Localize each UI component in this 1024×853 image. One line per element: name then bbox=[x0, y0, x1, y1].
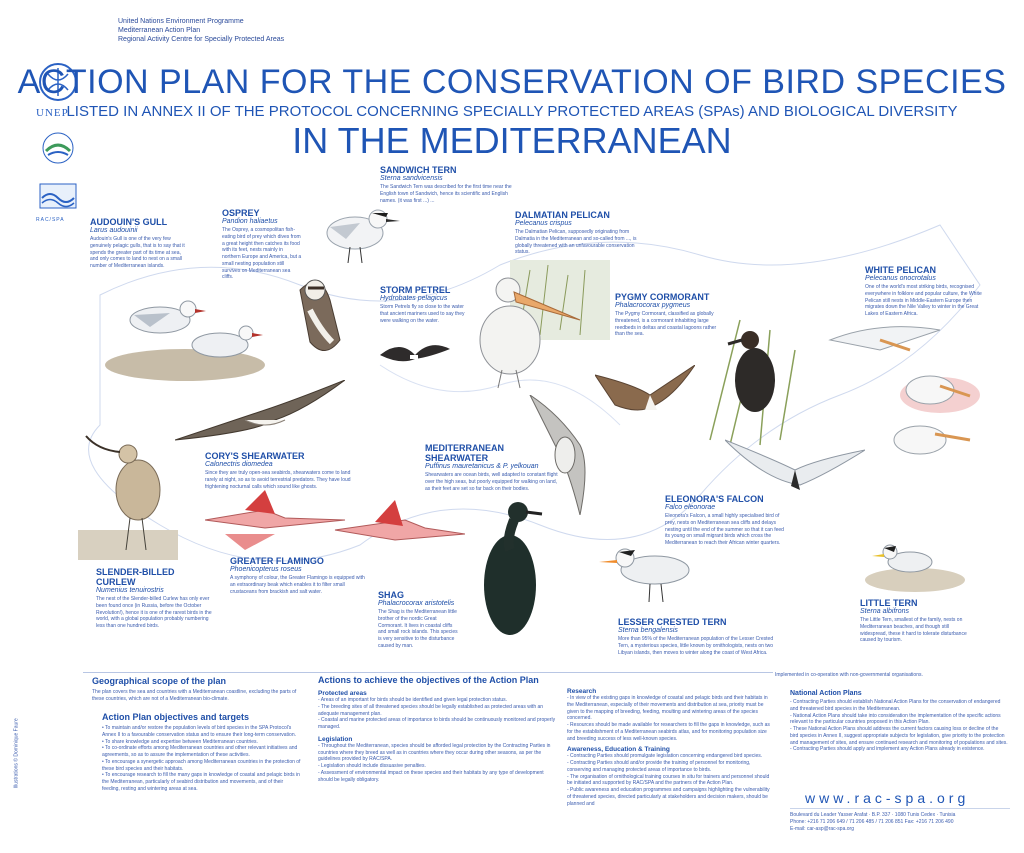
protected-areas-title: Protected areas bbox=[318, 690, 367, 697]
species-name: DALMATIAN PELICAN bbox=[515, 210, 610, 220]
legislation-item: - Legislation should include dissuasive penalties. bbox=[318, 763, 426, 769]
website-url[interactable]: www.rac-spa.org bbox=[805, 790, 970, 806]
national-item: - Contracting Parties should apply and implement any Action Plans already in existence. bbox=[790, 746, 985, 753]
section-title: Actions to achieve the objectives of the Action Plan bbox=[318, 675, 539, 685]
address-block bbox=[790, 812, 1020, 832]
greater-flamingo-illustration bbox=[205, 490, 465, 560]
national-item: - Contracting Parties should establish National Action Plans for the conservation of endangered and threatened bird species in the Mediterranean. bbox=[790, 699, 1001, 712]
species-description: A symphony of colour, the Greater Flamingo is equipped with an extraordinary beak which enables it to filter small crustaceans from brackish and salt water. bbox=[230, 575, 365, 595]
awareness-item: - Contracting Parties should and/or provide the training of personnel for monitoring, conserving and managing protected areas of importance to birds. bbox=[567, 760, 751, 773]
objective-item: • To encourage research to fill the many gaps in knowledge of coastal and pelagic birds in the Mediterranean, particularly of seabird distribution and movements, and of their feeding, resting and wintering areas at sea. bbox=[102, 772, 300, 792]
species-description: The Little Tern, smallest of the family, nests on Mediterranean beaches, and though still widespread, these it hard to tolerate disturbance caused by tourism. bbox=[860, 617, 967, 644]
species-description: More than 95% of the Mediterranean population of the Lesser Crested Tern, a mysterious species, little known by ornithologists, nests on two Libyan islands, then moves to winter along the coast of West Africa. bbox=[618, 636, 774, 656]
lesser-crested-tern-illustration bbox=[595, 510, 705, 610]
species-sci-name: Phalacrocorax pygmeus bbox=[615, 302, 691, 309]
address-line: Boulevard du Leader Yasser Arafat · B.P. 337 · 1080 Tunis Cedex · Tunisia bbox=[790, 812, 956, 818]
research-item: - In view of the existing gaps in knowledge of coastal and pelagic birds and their habitats in the Mediterranean, especially of their movements and distribution at sea, priority must be given to the mapping of breeding, feeding, moulting and wintering areas of the species concerned. bbox=[567, 695, 768, 722]
org-header bbox=[118, 18, 284, 44]
species-storm-petrel bbox=[380, 285, 465, 324]
research-section bbox=[567, 688, 772, 807]
species-name: SANDWICH TERN bbox=[380, 165, 457, 175]
species-name: MEDITERRANEAN SHEARWATER bbox=[425, 443, 505, 463]
email-line[interactable]: E-mail: car-asp@rac-spa.org bbox=[790, 825, 854, 832]
implemented-note: Implemented in co-operation with non-governmental organisations. bbox=[775, 672, 923, 678]
eleonoras-falcon-illustration bbox=[725, 420, 865, 500]
geographical-scope-section bbox=[92, 676, 302, 703]
species-sci-name: Phoenicopterus roseus bbox=[230, 566, 302, 573]
org-line-3: Regional Activity Centre for Specially Protected Areas bbox=[118, 35, 285, 43]
objectives-section bbox=[102, 712, 302, 793]
region-title: IN THE MEDITERRANEAN bbox=[292, 120, 732, 161]
awareness-item: - Contracting Parties should promulgate legislation concerning endangered bird species. bbox=[567, 753, 763, 760]
national-item: - National Action Plans should take into consideration the implementation of the specific actions relevant to the particular countries proposed in this Action Plan. bbox=[790, 712, 1001, 726]
research-title: Research bbox=[567, 688, 597, 695]
org-line-1: United Nations Environment Programme bbox=[118, 18, 244, 25]
national-item: - These National Action Plans should address the current factors causing loss or decline of the bird species in Annex II, suggest appropriate subjects for legislation, give priority to the protection and management of sites, and ensure continued research and monitoring of populations and sites. bbox=[790, 726, 1008, 746]
species-sci-name: Numenius tenuirostris bbox=[96, 587, 164, 594]
species-sci-name: Phalacrocorax aristotelis bbox=[378, 600, 455, 607]
research-item: - Resources should be made available for researchers to fill the gaps in knowledge, such as for the establishment of a Mediterranean seabirds atlas, and for monitoring population size and breeding success of less well-known species. bbox=[567, 722, 770, 742]
species-description: Shearwaters are ocean birds, well adapted to constant flight over the high seas, but poorly equipped for walking on land, as their feet are set so far back on their bodies. bbox=[425, 472, 558, 492]
shag-illustration bbox=[470, 490, 550, 650]
section-title: Action Plan objectives and targets bbox=[102, 712, 250, 722]
species-name: OSPREY bbox=[222, 208, 260, 218]
species-name: LITTLE TERN bbox=[860, 598, 918, 608]
subtitle: LISTED IN ANNEX II OF THE PROTOCOL CONCERNING SPECIALLY PROTECTED AREAS (SPAs) AND BIOLOGICAL DIVERSITY bbox=[66, 103, 958, 120]
species-sci-name: Calonectris diomedea bbox=[205, 461, 273, 468]
species-name: WHITE PELICAN bbox=[865, 265, 936, 275]
corys-shearwater-illustration bbox=[175, 380, 345, 450]
actions-section bbox=[318, 675, 558, 783]
flying-seabird-illustration bbox=[595, 365, 695, 425]
sandwich-tern-illustration bbox=[310, 185, 400, 265]
species-description: The Pygmy Cormorant, classified as globally threatened, is a cormorant inhabiting large reedbeds in deltas and coastal lagoons rather than the sea. bbox=[615, 311, 717, 338]
awareness-item: - The organisation of ornithological training courses in situ for trainers and personnel should be initiated and supported by RAC/SPA and the partners of the Action Plan. bbox=[567, 773, 770, 787]
species-description: Eleonora's Falcon, a small highly specialised bird of prey, nests on Mediterranean sea cliffs and delays nesting until the end of the summer so that it can feed its young on small migrant birds which cross the Mediterranean to reach their African winter quarters. bbox=[665, 513, 784, 546]
species-sci-name: Puffinus mauretanicus & P. yelkouan bbox=[425, 463, 539, 470]
objective-item: • To co-ordinate efforts among Mediterranean countries and other relevant initiatives and agreements, so as to assure the implementation of these activities. bbox=[102, 745, 298, 758]
species-name: CORY'S SHEARWATER bbox=[205, 451, 305, 461]
species-description: Storm Petrels fly so close to the water that ancient mariners used to say they were walking on the water. bbox=[380, 304, 465, 324]
protected-item: - Coastal and marine protected areas of importance to birds should be continuously monitored and properly managed. bbox=[318, 717, 556, 730]
racspa-logo-icon bbox=[36, 182, 80, 212]
legislation-item: - Throughout the Mediterranean, species should be afforded legal protection by the Contracting Parties in countries where they breed as well as in countries where they occur during other seasons, as per the guidelines provided by RAC/SPA. bbox=[318, 742, 551, 763]
osprey-illustration bbox=[270, 270, 370, 370]
species-name: GREATER FLAMINGO bbox=[230, 556, 324, 566]
species-corys-shearwater bbox=[205, 451, 355, 490]
unep-label: UNEP bbox=[36, 107, 69, 119]
dalmatian-pelican-illustration bbox=[460, 250, 610, 390]
species-greater-flamingo bbox=[230, 556, 370, 595]
protected-item: - Areas of an important for birds should be identified and given legal protection status. bbox=[318, 697, 508, 703]
protected-item: - The breeding sites of all threatened species should be legally established as protected areas with an adequate management plan. bbox=[318, 703, 544, 717]
species-sci-name: Sterna albifrons bbox=[860, 608, 910, 615]
species-sci-name: Larus audouinii bbox=[90, 227, 138, 234]
objective-item: • To maintain and/or restore the population levels of bird species in the SPA Protocol's Annex II to a favourable conservation status and to ensure their long-term conservation. bbox=[102, 725, 296, 738]
awareness-item: - Public awareness and education programmes and campaigns highlighting the vulnerability of threatened species, directed particularly at stakeholders and decision makers, should be planned and bbox=[567, 787, 770, 807]
footer-rule bbox=[790, 808, 1010, 809]
section-title: Geographical scope of the plan bbox=[92, 676, 227, 686]
main-title: ACTION PLAN FOR THE CONSERVATION OF BIRD SPECIES bbox=[17, 63, 1007, 101]
species-name: SLENDER-BILLED CURLEW bbox=[96, 567, 175, 587]
species-description: The Sandwich Tern was described for the first time near the English town of Sandwich, hence its scientific and English names. (it was first ...) ... bbox=[380, 184, 512, 204]
org-line-2: Mediterranean Action Plan bbox=[118, 26, 201, 34]
national-title: National Action Plans bbox=[790, 690, 862, 697]
species-lesser-crested-tern bbox=[618, 617, 778, 656]
species-shag bbox=[378, 590, 458, 650]
awareness-title: Awareness, Education & Training bbox=[567, 746, 670, 754]
species-slender-billed-curlew bbox=[96, 567, 216, 630]
section-text: The plan covers the sea and countries with a Mediterranean coastline, excluding the parts of these countries, which are not of a Mediterranean bio-climate. bbox=[92, 689, 297, 702]
species-description: The nest of the Slender-billed Curlew has only ever been found once (in Russia, before the October Revolution!), hence it is one of the rarest birds in the world, with a global population probably numbering less than one hundred birds. bbox=[96, 596, 212, 629]
objective-item: • To share knowledge and expertise between Mediterranean countries. bbox=[102, 738, 258, 745]
species-description: The Osprey, a cosmopolitan fish-eating bird of prey which dives from a great height then catches its food with its feet, nests mainly in northern Europe and America, but a small nesting population still survives on Mediterranean sea cliffs. bbox=[222, 227, 302, 281]
species-name: SHAG bbox=[378, 590, 405, 600]
little-tern-illustration bbox=[860, 510, 970, 595]
species-name: STORM PETREL bbox=[380, 285, 451, 295]
species-sci-name: Hydrobates pelagicus bbox=[380, 295, 448, 302]
species-sci-name: Pandion haliaetus bbox=[222, 218, 278, 225]
species-sci-name: Pelecanus onocrotalus bbox=[865, 275, 936, 282]
illustration-credit: Illustrations © Dominique Faure bbox=[13, 718, 20, 789]
species-description: Audouin's Gull is one of the very few genuinely pelagic gulls, that is to say that it spends the greater part of its time at sea, and only comes to land to nest on a small number of Mediterranean islands. bbox=[90, 236, 185, 269]
storm-petrel-illustration bbox=[380, 335, 450, 375]
species-audouins-gull bbox=[90, 217, 185, 270]
species-sci-name: Falco eleonorae bbox=[665, 504, 716, 511]
species-description: The Shag is the Mediterranean little brother of the nordic Great Cormorant. It lives in coastal cliffs and small rock islands. This species is very sensitive to the disturbance caused by man. bbox=[378, 609, 458, 649]
species-description: One of the world's most striking birds, recognised everywhere in folklore and popular culture, the White Pelican still nests in Middle-Eastern Europe then migrates down the Nile Valley to winter in the Great Lakes of Eastern Africa. bbox=[865, 284, 982, 317]
bottom-divider bbox=[83, 672, 773, 673]
audouins-gull-illustration bbox=[100, 265, 270, 385]
species-name: ELEONORA'S FALCON bbox=[665, 494, 764, 504]
legislation-title: Legislation bbox=[318, 735, 353, 743]
species-little-tern bbox=[860, 598, 970, 644]
species-name: PYGMY CORMORANT bbox=[615, 292, 710, 302]
phone-line: Phone: +216 71 206 649 / 71 206 485 / 71 206 851 Fax: +216 71 206 490 bbox=[790, 818, 954, 825]
species-sci-name: Sterna sandvicensis bbox=[380, 175, 443, 182]
legislation-item: - Assessment of environmental impact on these species and their habitats by any type of development should be legally obligatory. bbox=[318, 769, 544, 783]
species-sandwich-tern bbox=[380, 165, 515, 204]
species-description: The Dalmatian Pelican, supposedly originating from Dalmatia in the Mediterranean and so-called from ..., is globally threatened with an unfavourable conservation status. bbox=[515, 229, 637, 256]
species-sci-name: Sterna bengalensis bbox=[618, 627, 678, 634]
national-plans-section bbox=[790, 690, 1008, 753]
racspa-label: RAC/SPA bbox=[36, 217, 65, 223]
species-description: Since they are truly open-sea seabirds, shearwaters come to land rarely at night, so as to avoid terrestrial predators. They have loud frightening nocturnal calls which sound like ghosts. bbox=[205, 470, 351, 490]
species-sci-name: Pelecanus crispus bbox=[515, 220, 572, 227]
objective-item: • To encourage a synergetic approach among Mediterranean countries in the protection of these bird species and their habitats. bbox=[102, 758, 301, 772]
species-name: LESSER CRESTED TERN bbox=[618, 617, 727, 627]
slender-billed-curlew-illustration bbox=[78, 420, 178, 560]
species-name: AUDOUIN'S GULL bbox=[90, 217, 168, 227]
